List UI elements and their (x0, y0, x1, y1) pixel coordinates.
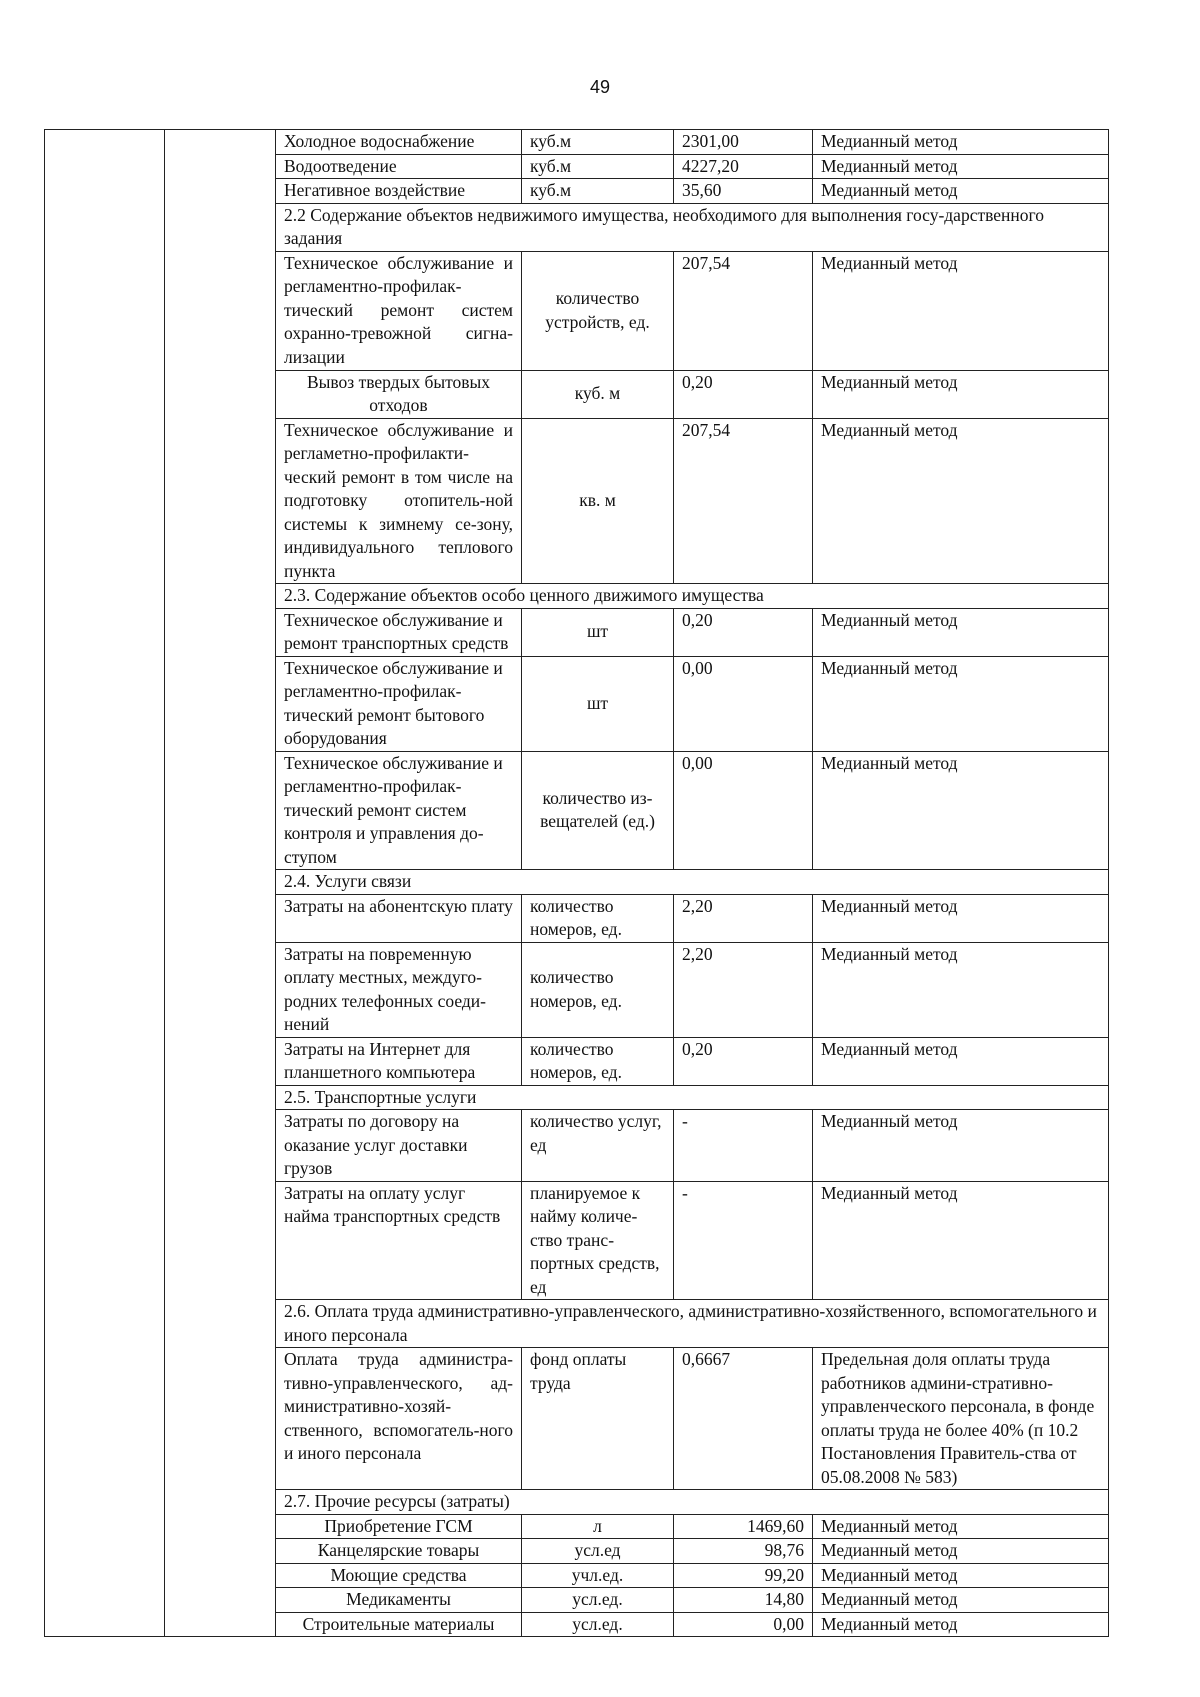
cell-name: Техническое обслуживание и регламентно-профилак-тический ремонт систем контроля и управления до-ступом (276, 751, 522, 870)
cell-value: 2,20 (674, 942, 813, 1037)
cell-value: 0,00 (674, 751, 813, 870)
cell-value: 0,20 (674, 370, 813, 418)
cell-method: Медианный метод (813, 608, 1109, 656)
cell-name: Медикаменты (276, 1588, 522, 1613)
cell-name: Затраты на Интернет для планшетного компьютера (276, 1037, 522, 1085)
cell-name: Техническое обслуживание и ремонт транспортных средств (276, 608, 522, 656)
cell-unit: планируемое к найму количе-ство транс-портных средств, ед (522, 1181, 674, 1300)
cell-name: Негативное воздействие (276, 179, 522, 204)
empty-column-2 (165, 130, 276, 1637)
cell-name: Водоотведение (276, 154, 522, 179)
cell-method: Медианный метод (813, 418, 1109, 584)
cell-unit: учл.ед. (522, 1563, 674, 1588)
cell-name: Оплата труда администра-тивно-управленческого, ад-министративно-хозяй-ственного, вспомогатель-ного и иного персонала (276, 1348, 522, 1490)
cell-name: Затраты на абонентскую плату (276, 894, 522, 942)
cell-value: 2301,00 (674, 130, 813, 155)
cell-unit: усл.ед. (522, 1612, 674, 1637)
cell-unit: количество номеров, ед. (522, 894, 674, 942)
cell-method: Медианный метод (813, 1563, 1109, 1588)
cell-name: Техническое обслуживание и регламентно-профилак-тический ремонт бытового оборудования (276, 656, 522, 751)
cell-method: Медианный метод (813, 1181, 1109, 1300)
cell-name: Техническое обслуживание и регламетно-профилакти-ческий ремонт в том числе на подготовку отопитель-ной системы к зимнему се-зону, индивидуального теплового пункта (276, 418, 522, 584)
cell-value: 0,6667 (674, 1348, 813, 1490)
section-title-2-3: 2.3. Содержание объектов особо ценного движимого имущества (276, 584, 1109, 609)
section-title-2-6: 2.6. Оплата труда административно-управленческого, административно-хозяйственного, вспомогательного и иного персонала (276, 1300, 1109, 1348)
cell-unit: шт (522, 656, 674, 751)
cell-value: 0,00 (674, 1612, 813, 1637)
cell-unit: шт (522, 608, 674, 656)
cell-value: 207,54 (674, 251, 813, 370)
cell-unit: куб.м (522, 154, 674, 179)
section-title-2-2: 2.2 Содержание объектов недвижимого имущества, необходимого для выполнения госу-дарственного задания (276, 203, 1109, 251)
cell-unit: куб. м (522, 370, 674, 418)
cell-name: Затраты по договору на оказание услуг доставки грузов (276, 1110, 522, 1182)
cell-unit: л (522, 1514, 674, 1539)
cell-unit: куб.м (522, 179, 674, 204)
cell-name: Техническое обслуживание и регламентно-профилак-тический ремонт систем охранно-тревожной сигна-лизации (276, 251, 522, 370)
section-title-2-5: 2.5. Транспортные услуги (276, 1085, 1109, 1110)
cell-name: Затраты на оплату услуг найма транспортных средств (276, 1181, 522, 1300)
cell-value: 2,20 (674, 894, 813, 942)
cell-unit: количество устройств, ед. (522, 251, 674, 370)
empty-column-1 (45, 130, 165, 1637)
cell-method: Медианный метод (813, 179, 1109, 204)
cell-method: Медианный метод (813, 370, 1109, 418)
cell-value: 207,54 (674, 418, 813, 584)
cell-unit: количество из-вещателей (ед.) (522, 751, 674, 870)
cell-method: Медианный метод (813, 751, 1109, 870)
cell-unit: количество номеров, ед. (522, 942, 674, 1037)
cell-value: 99,20 (674, 1563, 813, 1588)
cell-value: 0,20 (674, 1037, 813, 1085)
cell-method: Медианный метод (813, 1110, 1109, 1182)
cell-value: 35,60 (674, 179, 813, 204)
cell-unit: количество услуг, ед (522, 1110, 674, 1182)
cell-unit: усл.ед. (522, 1588, 674, 1613)
cell-unit: усл.ед (522, 1539, 674, 1564)
cell-value: 98,76 (674, 1539, 813, 1564)
cell-value: 14,80 (674, 1588, 813, 1613)
cell-value: 1469,60 (674, 1514, 813, 1539)
section-title-2-4: 2.4. Услуги связи (276, 870, 1109, 895)
cell-method: Медианный метод (813, 1037, 1109, 1085)
cell-method: Медианный метод (813, 1539, 1109, 1564)
cell-unit: количество номеров, ед. (522, 1037, 674, 1085)
cell-unit: куб.м (522, 130, 674, 155)
cell-method: Медианный метод (813, 251, 1109, 370)
cell-method: Медианный метод (813, 1514, 1109, 1539)
cell-name: Затраты на повременную оплату местных, междуго-родних телефонных соеди-нений (276, 942, 522, 1037)
cell-method: Медианный метод (813, 942, 1109, 1037)
cell-unit: кв. м (522, 418, 674, 584)
cell-method: Медианный метод (813, 1588, 1109, 1613)
cell-method: Медианный метод (813, 1612, 1109, 1637)
cell-method: Медианный метод (813, 894, 1109, 942)
page-number: 49 (589, 77, 611, 97)
cell-name: Строительные материалы (276, 1612, 522, 1637)
cell-method: Медианный метод (813, 154, 1109, 179)
cell-value: - (674, 1110, 813, 1182)
cell-name: Моющие средства (276, 1563, 522, 1588)
cell-name: Приобретение ГСМ (276, 1514, 522, 1539)
cell-value: - (674, 1181, 813, 1300)
cell-name: Канцелярские товары (276, 1539, 522, 1564)
cell-value: 4227,20 (674, 154, 813, 179)
cell-value: 0,20 (674, 608, 813, 656)
cell-unit: фонд оплаты труда (522, 1348, 674, 1490)
cell-method: Медианный метод (813, 130, 1109, 155)
norms-table (44, 129, 1109, 1637)
section-title-2-7: 2.7. Прочие ресурсы (затраты) (276, 1490, 1109, 1515)
cell-name: Холодное водоснабжение (276, 130, 522, 155)
cell-value: 0,00 (674, 656, 813, 751)
cell-name: Вывоз твердых бытовых отходов (276, 370, 522, 418)
cell-method: Медианный метод (813, 656, 1109, 751)
table-row (45, 130, 1109, 155)
cell-method: Предельная доля оплаты труда работников админи-стративно-управленческого персонала, в фонде оплаты труда не более 40% (п 10.2 Постановления Правитель-ства от 05.08.2008 № 583) (813, 1348, 1109, 1490)
